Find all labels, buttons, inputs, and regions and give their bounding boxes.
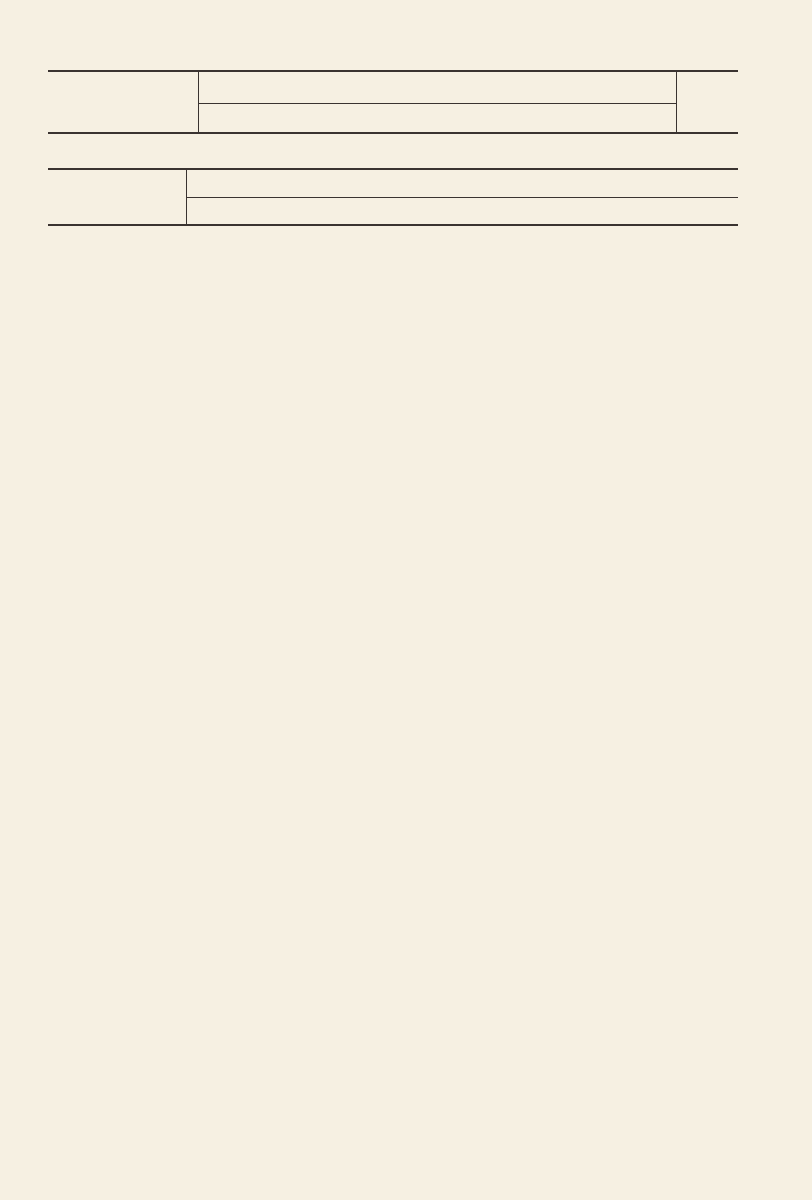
page-body <box>48 48 738 226</box>
table10 <box>48 70 738 134</box>
table11-group-header <box>186 169 738 197</box>
table10-group-header <box>198 71 676 103</box>
table11-stub-header <box>48 169 186 225</box>
table11 <box>48 168 738 226</box>
table10-stub-header <box>48 71 198 133</box>
table10-sum-header <box>676 71 738 133</box>
